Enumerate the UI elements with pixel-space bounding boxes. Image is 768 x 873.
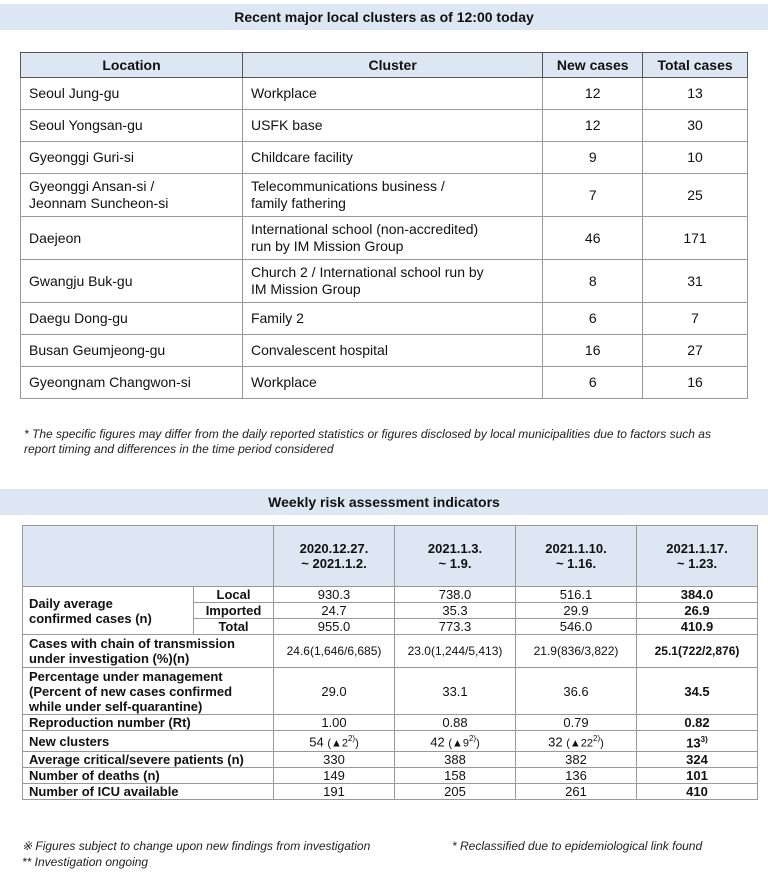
cluster-type: Church 2 / International school run by IM Mission Group (242, 260, 542, 303)
deaths-3: 136 (516, 768, 637, 784)
deaths-2: 158 (395, 768, 516, 784)
daily-total-2: 773.3 (395, 619, 516, 635)
new-clusters-1-sup: 2) (347, 734, 356, 743)
period-4: 2021.1.17. ~ 1.23. (637, 526, 758, 587)
new-clusters-2-sup: 2) (468, 734, 477, 743)
table-row (21, 110, 748, 142)
cluster-new-cases: 12 (543, 110, 643, 142)
risk-table (22, 525, 758, 800)
daily-total-4: 410.9 (637, 619, 758, 635)
management-1: 29.0 (274, 668, 395, 715)
daily-local-2: 738.0 (395, 587, 516, 603)
sub-total: Total (194, 619, 274, 635)
new-clusters-1-main: 54 (309, 734, 324, 750)
daily-imported-1: 24.7 (274, 603, 395, 619)
cluster-total-cases: 27 (643, 335, 748, 367)
daily-total-1: 955.0 (274, 619, 395, 635)
cluster-new-cases: 9 (543, 142, 643, 174)
col-location: Location (21, 53, 243, 78)
new-clusters-label: New clusters (23, 731, 274, 752)
rt-1: 1.00 (274, 715, 395, 731)
table-row (21, 174, 748, 217)
icu-2: 205 (395, 784, 516, 800)
critical-4: 324 (637, 752, 758, 768)
cluster-total-cases: 10 (643, 142, 748, 174)
new-clusters-2-paren: (▲9 (448, 737, 469, 750)
new-clusters-4-main: 13 (686, 735, 701, 751)
cluster-location: Busan Geumjeong-gu (21, 335, 243, 367)
cluster-total-cases: 13 (643, 78, 748, 110)
clusters-table (20, 52, 748, 399)
cluster-total-cases: 171 (643, 217, 748, 260)
rt-label: Reproduction number (Rt) (23, 715, 274, 731)
cluster-total-cases: 31 (643, 260, 748, 303)
deaths-label: Number of deaths (n) (23, 768, 274, 784)
clusters-row (23, 731, 758, 752)
cluster-type: Workplace (242, 78, 542, 110)
chain-4: 25.1(722/2,876) (637, 635, 758, 668)
clusters-note: * The specific figures may differ from the daily reported statistics or figures disclosed by local municipalities due to factors such as report timing and differences in the time period considered (24, 427, 711, 456)
clusters-header-row (21, 53, 748, 78)
chain-label: Cases with chain of transmission under investigation (%)(n) (23, 635, 274, 668)
sub-local: Local (194, 587, 274, 603)
period-2: 2021.1.3. ~ 1.9. (395, 526, 516, 587)
icu-1: 191 (274, 784, 395, 800)
new-clusters-3-close: ) (600, 737, 604, 750)
cluster-type: Workplace (242, 367, 542, 399)
cluster-type: USFK base (242, 110, 542, 142)
chain-row (23, 635, 758, 668)
critical-1: 330 (274, 752, 395, 768)
cluster-location: Gyeonggi Guri-si (21, 142, 243, 174)
chain-1: 24.6(1,646/6,685) (274, 635, 395, 668)
daily-total-3: 546.0 (516, 619, 637, 635)
critical-3: 382 (516, 752, 637, 768)
cluster-location: Seoul Jung-gu (21, 78, 243, 110)
deaths-1: 149 (274, 768, 395, 784)
new-clusters-4 (637, 731, 758, 752)
cluster-location: Daegu Dong-gu (21, 303, 243, 335)
daily-imported-3: 29.9 (516, 603, 637, 619)
management-2: 33.1 (395, 668, 516, 715)
new-clusters-2 (395, 731, 516, 752)
table-row (21, 303, 748, 335)
footnote-reclassified: * Reclassified due to epidemiological link found (452, 839, 703, 853)
new-clusters-2-main: 42 (430, 734, 445, 750)
new-clusters-3-main: 32 (548, 734, 563, 750)
cluster-type: Convalescent hospital (242, 335, 542, 367)
critical-label: Average critical/severe patients (n) (23, 752, 274, 768)
management-4: 34.5 (637, 668, 758, 715)
cluster-total-cases: 25 (643, 174, 748, 217)
table-row (21, 260, 748, 303)
cluster-type: Telecommunications business / family fathering (242, 174, 542, 217)
cluster-total-cases: 30 (643, 110, 748, 142)
new-clusters-3 (516, 731, 637, 752)
daily-average-label: Daily average confirmed cases (n) (23, 587, 194, 635)
table-row (21, 335, 748, 367)
table-row (21, 142, 748, 174)
new-clusters-4-sup: 3) (700, 735, 708, 744)
table-row (21, 367, 748, 399)
new-clusters-1 (274, 731, 395, 752)
icu-4: 410 (637, 784, 758, 800)
cluster-type: Family 2 (242, 303, 542, 335)
cluster-location: Gyeonggi Ansan-si / Jeonnam Suncheon-si (21, 174, 243, 217)
management-row (23, 668, 758, 715)
cluster-new-cases: 6 (543, 303, 643, 335)
new-clusters-1-paren: (▲2 (327, 737, 348, 750)
new-clusters-1-close: ) (355, 737, 359, 750)
cluster-location: Daejeon (21, 217, 243, 260)
new-clusters-3-sup: 2) (593, 734, 601, 743)
cluster-location: Gyeongnam Changwon-si (21, 367, 243, 399)
period-1: 2020.12.27. ~ 2021.1.2. (274, 526, 395, 587)
clusters-title: Recent major local clusters as of 12:00 today (0, 4, 768, 30)
daily-local-4: 384.0 (637, 587, 758, 603)
cluster-location: Gwangju Buk-gu (21, 260, 243, 303)
cluster-new-cases: 16 (543, 335, 643, 367)
chain-3: 21.9(836/3,822) (516, 635, 637, 668)
footnote-ongoing: ** Investigation ongoing (22, 855, 149, 869)
cluster-new-cases: 12 (543, 78, 643, 110)
rt-2: 0.88 (395, 715, 516, 731)
col-new-cases: New cases (543, 53, 643, 78)
table-row (21, 78, 748, 110)
col-cluster: Cluster (242, 53, 542, 78)
management-label: Percentage under management (Percent of new cases confirmed while under self-quarantine) (23, 668, 274, 715)
footnote-figures: ※ Figures subject to change upon new findings from investigation (22, 839, 371, 853)
daily-local-row (23, 587, 758, 603)
rt-row (23, 715, 758, 731)
col-total-cases: Total cases (643, 53, 748, 78)
new-clusters-3-paren: (▲22 (566, 737, 594, 750)
cluster-new-cases: 6 (543, 367, 643, 399)
chain-2: 23.0(1,244/5,413) (395, 635, 516, 668)
new-clusters-2-close: ) (476, 737, 480, 750)
cluster-type: Childcare facility (242, 142, 542, 174)
sub-imported: Imported (194, 603, 274, 619)
critical-2: 388 (395, 752, 516, 768)
critical-row (23, 752, 758, 768)
daily-imported-4: 26.9 (637, 603, 758, 619)
cluster-total-cases: 7 (643, 303, 748, 335)
cluster-location: Seoul Yongsan-gu (21, 110, 243, 142)
icu-label: Number of ICU available (23, 784, 274, 800)
daily-imported-2: 35.3 (395, 603, 516, 619)
deaths-row (23, 768, 758, 784)
cluster-new-cases: 8 (543, 260, 643, 303)
risk-header-row (23, 526, 758, 587)
period-3: 2021.1.10. ~ 1.16. (516, 526, 637, 587)
rt-3: 0.79 (516, 715, 637, 731)
risk-header-blank (23, 526, 274, 587)
icu-row (23, 784, 758, 800)
management-3: 36.6 (516, 668, 637, 715)
daily-local-3: 516.1 (516, 587, 637, 603)
deaths-4: 101 (637, 768, 758, 784)
cluster-new-cases: 46 (543, 217, 643, 260)
icu-3: 261 (516, 784, 637, 800)
risk-title: Weekly risk assessment indicators (0, 489, 768, 515)
table-row (21, 217, 748, 260)
daily-local-1: 930.3 (274, 587, 395, 603)
cluster-total-cases: 16 (643, 367, 748, 399)
rt-4: 0.82 (637, 715, 758, 731)
cluster-new-cases: 7 (543, 174, 643, 217)
cluster-type: International school (non-accredited) run by IM Mission Group (242, 217, 542, 260)
